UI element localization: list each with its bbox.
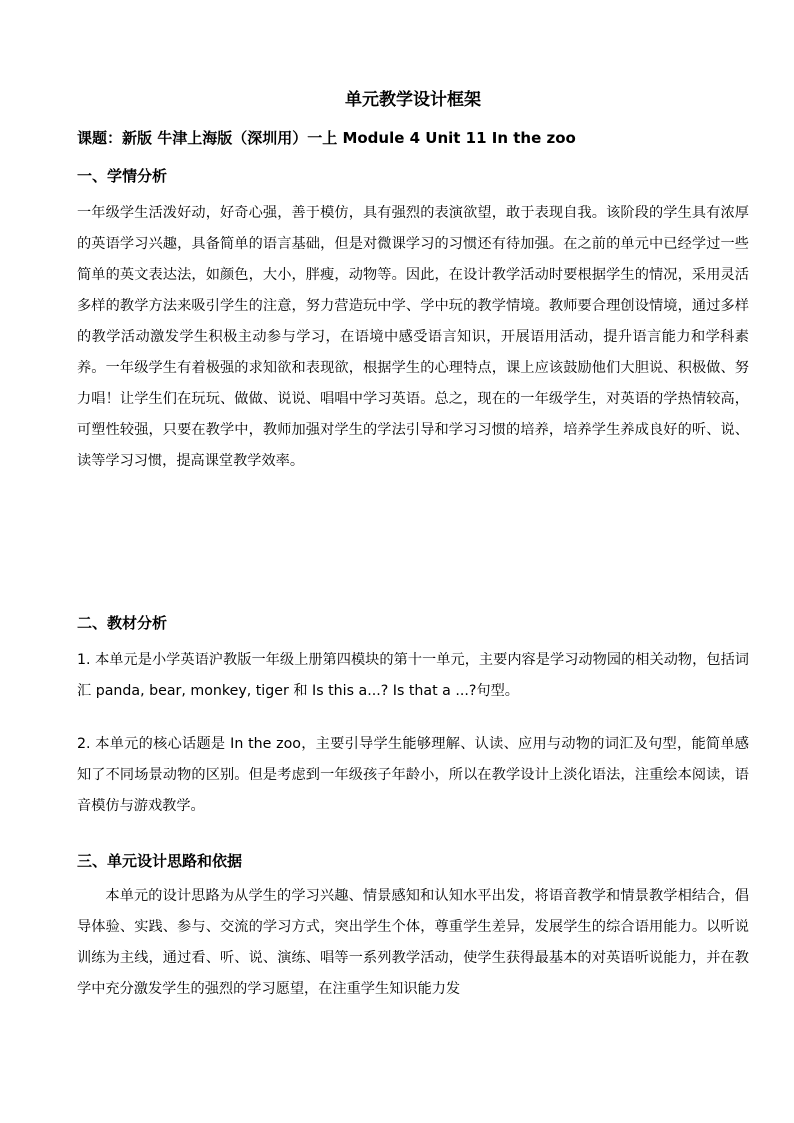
section-heading-learner-analysis: 一、学情分析 [77,167,168,185]
paragraph-textbook-analysis-1: 1. 本单元是小学英语沪教版一年级上册第四模块的第十一单元，主要内容是学习动物园的相关动物，包括词汇 panda, bear, monkey, tiger 和 Is this a...? Is that a ...?句型。 [77,652,749,699]
document-title: 单元教学设计框架 [345,90,481,110]
course-topic: 课题：新版 牛津上海版（深圳用）一上 Module 4 Unit 11 In the zoo [77,129,576,147]
paragraph-textbook-analysis-2: 2. 本单元的核心话题是 In the zoo，主要引导学生能够理解、认读、应用与动物的词汇及句型，能简单感知了不同场景动物的区别。但是考虑到一年级孩子年龄小，所以在教学设计上淡化语法，注重绘本阅读，语音模仿与游戏教学。 [77,736,749,814]
section-heading-textbook-analysis: 二、教材分析 [77,614,168,632]
section-heading-design-rationale: 三、单元设计思路和依据 [77,852,243,870]
paragraph-learner-analysis: 一年级学生活泼好动，好奇心强，善于模仿，具有强烈的表演欲望，敢于表现自我。该阶段的学生具有浓厚的英语学习兴趣，具备简单的语言基础，但是对微课学习的习惯还有待加强。在之前的单元中已经学过一些简单的英文表达法，如颜色，大小，胖瘦，动物等。因此，在设计教学活动时要根据学生的情况，采用灵活多样的教学方法来吸引学生的注意，努力营造玩中学、学中玩的教学情境。教师要合理创设情境，通过多样的教学活动激发学生积极主动参与学习，在语境中感受语言知识，开展语用活动，提升语言能力和学科素养。一年级学生有着极强的求知欲和表现欲，根据学生的心理特点，课上应该鼓励他们大胆说、积极做、努力唱！让学生们在玩玩、做做、说说、唱唱中学习英语。总之，现在的一年级学生，对英语的学热情较高，可塑性较强，只要在教学中，教师加强对学生的学法引导和学习习惯的培养，培养学生养成良好的听、说、读等学习习惯，提高课堂教学效率。 [77,205,749,469]
paragraph-design-rationale: 本单元的设计思路为从学生的学习兴趣、情景感知和认知水平出发，将语音教学和情景教学相结合，倡导体验、实践、参与、交流的学习方式，突出学生个体，尊重学生差异，发展学生的综合语用能力。以听说训练为主线，通过看、听、说、演练、唱等一系列教学活动，使学生获得最基本的对英语听说能力，并在教学中充分激发学生的强烈的学习愿望，在注重学生知识能力发 [77,888,749,997]
